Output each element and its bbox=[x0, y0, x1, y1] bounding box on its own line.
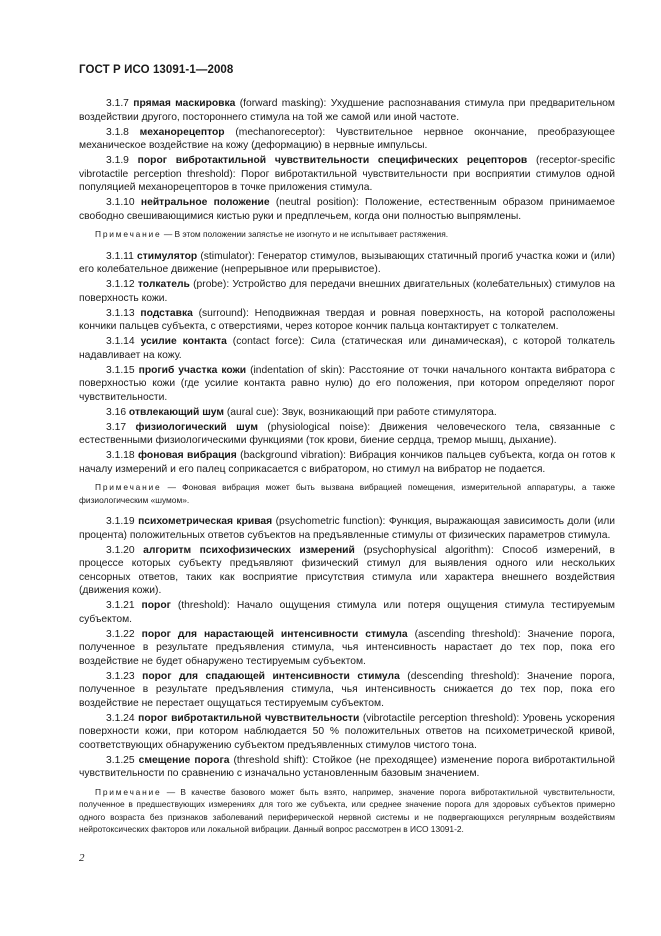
entry-number: 3.1.20 bbox=[106, 544, 135, 556]
definition-entry bbox=[79, 449, 615, 476]
entry-number: 3.1.9 bbox=[106, 155, 129, 166]
entry-number: 3.1.8 bbox=[106, 126, 129, 138]
entry-definition: (psychometric function): Функция, выражающая зависимость доли (или процента) положительных ответов субъектов на предъявленные стимулы от физических параметров стимула. bbox=[79, 516, 615, 541]
entry-term: порог для спадающей интенсивности стимула bbox=[142, 670, 400, 682]
entry-term: алгоритм психофизических измерений bbox=[143, 544, 355, 556]
entry-term: порог вибротактильной чувствительности специфических рецепторов bbox=[137, 155, 528, 166]
note-text: — В этом положении запястье не изогнуто и не испытывает растяжения. bbox=[163, 229, 449, 239]
entry-term: фоновая вибрация bbox=[138, 450, 237, 461]
definition-entry bbox=[79, 126, 615, 153]
definition-entry bbox=[79, 628, 615, 669]
entry-definition: (indentation of skin): Расстояние от точки начального контакта вибратора с поверхностью кожи (где усилие контакта равно нулю) до его положения, при котором определяют порог чувствительности. bbox=[79, 364, 615, 403]
entry-definition: (forward masking): Ухудшение распознавания стимула при предварительном воздействии другого, постороннего стимула на той же самой или иной частоте. bbox=[79, 98, 615, 123]
definition-entry bbox=[79, 364, 615, 405]
note bbox=[79, 786, 615, 836]
note-label: Примечание bbox=[95, 229, 162, 239]
entry-definition: (receptor-specific vibrotactile perception threshold): Порог вибротактильной чувствительности при восприятии стимулов одной популяцией механорецепторов в точке приложения стимула. bbox=[79, 155, 615, 193]
definition-entry bbox=[79, 97, 615, 124]
entry-number: 3.1.25 bbox=[106, 754, 135, 766]
entry-definition: (threshold): Начало ощущения стимула или потеря ощущения стимула тестируемым субъектом. bbox=[79, 600, 615, 625]
entry-term: усилие контакта bbox=[140, 336, 227, 347]
entry-term: смещение порога bbox=[138, 754, 230, 766]
note bbox=[79, 481, 615, 506]
entry-term: стимулятор bbox=[137, 250, 198, 262]
definition-entry bbox=[79, 196, 615, 223]
entry-number: 3.1.7 bbox=[106, 98, 129, 109]
entry-definition: (background vibration): Вибрация кончиков пальцев субъекта, когда он готов к началу измерений и его палец соприкасается с вибратором, но стимул на вибратор не подается. bbox=[79, 450, 615, 475]
entry-number: 3.17 bbox=[106, 421, 127, 433]
entry-definition: (surround): Неподвижная твердая и ровная поверхность, на которой расположены кончики пальцев субъекта, с отверстиями, через которое кончик пальца контактирует с толкателем. bbox=[79, 307, 615, 332]
entry-definition: (physiological noise): Движения человеческого тела, связанные с естественными физиологическими функциями (ток крови, биение сердца, тремор мышц, дыхание). bbox=[79, 421, 615, 446]
definition-entry bbox=[79, 754, 615, 781]
entry-number: 3.1.24 bbox=[106, 712, 135, 724]
entry-definition: (stimulator): Генератор стимулов, вызывающих статичный прогиб участка кожи и (или) его колебательное движение (непрерывное или прерывистое). bbox=[79, 250, 615, 275]
entry-term: прямая маскировка bbox=[133, 98, 236, 109]
entry-definition: (neutral position): Положение, естественным образом принимаемое свободно свешивающимися кистью руки и предплечьем, когда они полностью выпрямлены. bbox=[79, 197, 615, 222]
entry-number: 3.1.12 bbox=[106, 279, 135, 290]
document-header: ГОСТ Р ИСО 13091-1—2008 bbox=[79, 64, 234, 76]
entry-term: отвлекающий шум bbox=[128, 406, 224, 418]
entry-number: 3.1.18 bbox=[106, 450, 135, 461]
entry-definition: (mechanoreceptor): Чувствительное нервное окончание, преобразующее механическое воздействие на кожу (деформацию) в нервные импульсы. bbox=[79, 126, 615, 151]
definition-entry bbox=[79, 421, 615, 448]
entry-term: психометрическая кривая bbox=[138, 516, 273, 527]
entry-number: 3.1.15 bbox=[106, 364, 135, 376]
entry-term: толкатель bbox=[137, 279, 190, 290]
note-text: — В качестве базового может быть взято, например, значение порога вибротактильной чувствительности, полученное в предшествующих измерениях для того же субъекта, или среднее значение порога для здоровых субъектов примерно одного возраста без признаков заболеваний периферической нервной системы и не подвергающихся регулярным воздействиям нейротоксических факторов или локальной вибрации. Данный вопрос рассмотрен в ИСО 13091-2. bbox=[79, 786, 615, 834]
entry-number: 3.1.10 bbox=[106, 197, 135, 208]
entry-number: 3.1.11 bbox=[106, 250, 134, 262]
entry-definition: (contact force): Сила (статическая или динамическая), с которой толкатель надавливает на кожу. bbox=[79, 336, 615, 361]
entry-definition: (psychophysical algorithm): Способ измерений, в процессе которых субъекту предъявляют физический стимул для выявления одного или нескольких сенсорных ответов, таких как восприятие присутствия стимула или характера внешнего воздействия (движения кожи). bbox=[79, 544, 615, 596]
entry-term: прогиб участка кожи bbox=[138, 364, 247, 376]
entry-definition: (vibrotactile perception threshold): Уровень ускорения поверхности кожи, при котором наблюдается 50 % положительных ответов на психометрической кривой, соответствующих обнаружению субъектом предъявленных стимулов чистого тона. bbox=[79, 712, 615, 751]
note bbox=[79, 228, 615, 241]
definition-entry bbox=[79, 544, 615, 598]
entry-number: 3.1.13 bbox=[106, 307, 135, 319]
entry-number: 3.1.19 bbox=[106, 516, 135, 527]
definition-entry bbox=[79, 599, 615, 626]
definition-entry bbox=[79, 515, 615, 542]
entry-definition: (threshold shift): Стойкое (не преходящее) изменение порога вибротактильной чувствительности по сравнению с изначально установленным базовым значением. bbox=[79, 754, 615, 779]
definition-entry bbox=[79, 250, 615, 277]
definition-entry bbox=[79, 154, 615, 195]
entry-term: порог вибротактильной чувствительности bbox=[138, 712, 360, 724]
definition-entry bbox=[79, 335, 615, 362]
definition-entry bbox=[79, 712, 615, 753]
document-body bbox=[79, 97, 615, 845]
entry-definition: (descending threshold): Значение порога, полученное в результате предъявления стимула, чья интенсивность снижается до тех пор, пока его воздействие не перестает ощущаться тестируемым субъектом. bbox=[79, 670, 615, 709]
note-label: Примечание bbox=[95, 482, 162, 492]
page-number: 2 bbox=[79, 852, 85, 864]
entry-term: нейтральное положение bbox=[140, 197, 270, 208]
entry-number: 3.16 bbox=[106, 406, 127, 418]
definition-entry bbox=[79, 307, 615, 334]
entry-number: 3.1.22 bbox=[106, 628, 135, 640]
entry-number: 3.1.14 bbox=[106, 336, 135, 347]
entry-term: подставка bbox=[140, 307, 193, 319]
entry-number: 3.1.21 bbox=[106, 600, 135, 611]
entry-definition: (probe): Устройство для передачи внешних двигательных (колебательных) стимулов на поверхность кожи. bbox=[79, 279, 615, 304]
note-label: Примечание bbox=[95, 786, 162, 797]
entry-term: порог bbox=[141, 600, 171, 611]
definition-entry bbox=[79, 406, 615, 420]
definition-entry bbox=[79, 278, 615, 305]
entry-definition: (aural cue): Звук, возникающий при работе стимулятора. bbox=[226, 406, 497, 418]
note-text: — Фоновая вибрация может быть вызвана вибрацией помещения, измерительной аппаратуры, а также физиологическим «шумом». bbox=[79, 482, 615, 505]
entry-term: порог для нарастающей интенсивности стимула bbox=[141, 628, 408, 640]
entry-term: физиологический шум bbox=[135, 421, 258, 433]
entry-definition: (ascending threshold): Значение порога, полученное в результате предъявления стимула, чья интенсивность нарастает до тех пор, пока его воздействие не будет обнаружено тестируемым субъектом. bbox=[79, 628, 615, 667]
entry-term: механорецептор bbox=[139, 126, 225, 138]
definition-entry bbox=[79, 670, 615, 711]
entry-number: 3.1.23 bbox=[106, 670, 135, 682]
